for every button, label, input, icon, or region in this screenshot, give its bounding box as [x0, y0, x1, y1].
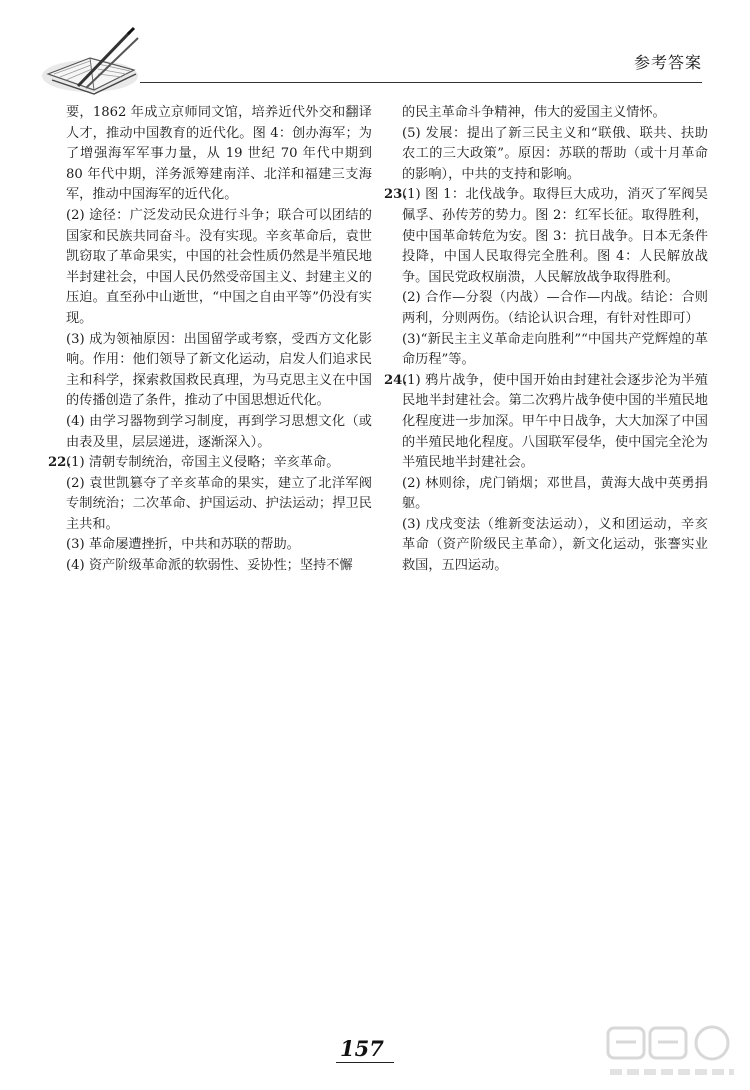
answer-text: 的民主革命斗争精神，伟大的爱国主义情怀。	[402, 105, 666, 120]
answer-paragraph	[66, 535, 372, 556]
answer-paragraph	[66, 103, 372, 206]
open-book-with-pens-icon	[38, 24, 148, 102]
answer-paragraph	[402, 103, 708, 124]
answer-paragraph	[402, 288, 708, 329]
answer-text: (3) 革命屡遭挫折，中共和苏联的帮助。	[66, 537, 300, 553]
answer-text: (2) 途径：广泛发动民众进行斗争；联合可以团结的国家和民族共同奋斗。没有实现。辛亥革命后，袁世凯窃取了革命果实，中国的社会性质仍然是半殖民地半封建社会，中国人民仍然受帝国主义、封建主义的压迫。直至孙中山逝世，“中国之自由平等”仍没有实现。	[66, 207, 372, 326]
answer-paragraph	[402, 330, 708, 371]
header-divider	[140, 82, 702, 83]
answer-paragraph	[66, 474, 372, 536]
answer-paragraph	[402, 515, 708, 577]
answer-paragraph	[402, 474, 708, 515]
question-number: 23.	[384, 187, 407, 203]
answer-text: (2) 合作—分裂（内战）—合作—内战。结论：合则两利，分则两伤。（结论认识合理，有针对性即可）	[402, 290, 708, 326]
answer-text: (1) 图 1：北伐战争。取得巨大成功，消灭了军阀吴佩孚、孙传芳的势力。图 2：红军长征。取得胜利，使中国革命转危为安。图 3：抗日战争。日本无条件投降，中国人民取得完全胜利。图 4：人民解放战争。国民党政权崩溃，人民解放战争取得胜利。	[402, 187, 708, 285]
answer-paragraph	[402, 124, 708, 186]
answer-text: (3)“新民主主义革命走向胜利”“中国共产党辉煌的革命历程”等。	[402, 331, 708, 368]
answer-paragraph	[66, 206, 372, 330]
answer-paragraph	[384, 185, 708, 288]
answer-text: 要，1862 年成立京师同文馆，培养近代外交和翻译人才，推动中国教育的近代化。图 4：创办海军；为了增强海军军事力量，从 19 世纪 70 年代中期到 80 年代中期，洋务派筹建南洋、北洋和福建三支海军，推动中国海军的近代化。	[66, 105, 372, 203]
answer-text: (5) 发展：提出了新三民主义和“联俄、联共、扶助农工的三大政策”。原因：苏联的帮助（或十月革命的影响），中共的支持和影响。	[402, 125, 708, 182]
answer-paragraph	[48, 453, 372, 474]
answer-paragraph	[66, 330, 372, 412]
question-number: 22.	[48, 455, 71, 471]
answer-text: (4) 资产阶级革命派的软弱性、妥协性；坚持不懈	[66, 558, 353, 574]
page-number: 157	[340, 1036, 384, 1061]
answer-text: (1) 清朝专制统治，帝国主义侵略；辛亥革命。	[66, 455, 340, 471]
answer-text: (2) 袁世凯篡夺了辛亥革命的果实，建立了北洋军阀专制统治；二次革命、护国运动、护法运动；捍卫民主共和。	[66, 475, 372, 532]
answer-paragraph	[384, 371, 708, 474]
answer-text: (2) 林则徐，虎门销烟；邓世昌，黄海大战中英勇捐躯。	[402, 475, 708, 512]
header-title: 参考答案	[633, 53, 702, 72]
left-column	[48, 103, 372, 577]
right-column	[384, 103, 708, 577]
answer-text: (3) 戊戌变法（维新变法运动），义和团运动，辛亥革命（资产阶级民主革命），新文化运动，张謇实业救国，五四运动。	[402, 516, 708, 574]
answer-text: (3) 成为领袖原因：出国留学或考察，受西方文化影响。作用：他们领导了新文化运动，启发人们追求民主和科学，探索救国救民真理，为马克思主义在中国的传播创造了条件，推动了中国思想近代化。	[66, 331, 372, 409]
answer-text: (4) 由学习器物到学习制度，再到学习思想文化（或由表及里，层层递进，逐渐深入）。	[66, 413, 372, 450]
answer-site-watermark-icon	[602, 1022, 742, 1086]
answer-text: (1) 鸦片战争，使中国开始由封建社会逐步沦为半殖民地半封建社会。第二次鸦片战争使中国的半殖民地化程度进一步加深。甲午中日战争，大大加深了中国的半殖民地化程度。八国联军侵华，使中国完全沦为半殖民地半封建社会。	[402, 372, 708, 471]
answer-paragraph	[66, 412, 372, 453]
page-number-underline	[336, 1062, 394, 1063]
answer-paragraph	[66, 556, 372, 577]
question-number: 24.	[384, 372, 407, 388]
